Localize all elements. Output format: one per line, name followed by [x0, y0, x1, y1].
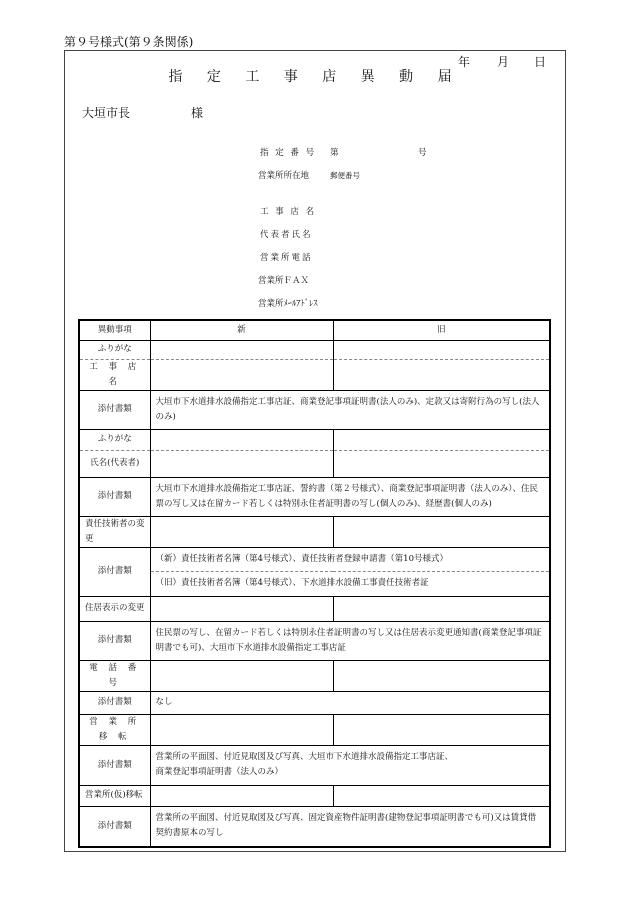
row-label-attachments: 添付書類 — [79, 477, 150, 516]
row-label-attachments: 添付書類 — [79, 806, 150, 847]
table-row — [79, 691, 550, 714]
attachments-office-move — [150, 745, 550, 785]
table-row — [79, 450, 550, 477]
attachments-engineer-old: （旧）責任技術者名簿（第4号様式）、下水道排水設備工事責任技術者証 — [150, 571, 550, 596]
row-label-furigana: ふりがな — [79, 340, 150, 359]
addressee: 大垣市長 — [82, 106, 131, 120]
honorific: 様 — [191, 106, 204, 120]
table-row — [79, 621, 550, 660]
date-year: 年 — [458, 55, 471, 69]
cell-new[interactable] — [150, 714, 333, 745]
cell-new[interactable] — [150, 516, 333, 547]
row-label-residence-change: 住居表示の変更 — [79, 596, 150, 621]
change-items-table — [78, 319, 551, 848]
form-number-label: 第９号様式(第９条関係) — [64, 35, 194, 49]
cell-new[interactable] — [150, 359, 333, 390]
attachments-residence: 住民票の写し、在留カード若しくは特別永住者証明書の写し又は住居表示変更通知書(商業登記事項証明書でも可)、大垣市下水道排水設備指定工事店証 — [150, 621, 550, 660]
row-label-attachments: 添付書類 — [79, 745, 150, 785]
table-row — [79, 477, 550, 516]
table-row — [79, 340, 550, 359]
office-email-label: 営業所ﾒｰﾙｱﾄﾞﾚｽ — [258, 299, 318, 309]
table-header-row — [79, 320, 550, 340]
row-label-attachments: 添付書類 — [79, 691, 150, 714]
table-row — [79, 596, 550, 621]
cell-new[interactable] — [150, 450, 333, 477]
date-month: 月 — [497, 55, 510, 69]
office-fax-label: 営業所ＦＡＸ — [258, 276, 310, 286]
row-label-phone-number: 電 話 番 号 — [79, 660, 150, 691]
cell-new[interactable] — [150, 340, 333, 359]
row-label-attachments: 添付書類 — [79, 547, 150, 596]
attachments-office-move-line1: 営業所の平面図、付近見取図及び写真、大垣市下水道排水設備指定工事店証、 — [155, 752, 454, 762]
row-label-engineer-change: 責任技術者の変更 — [79, 516, 150, 547]
header-old: 旧 — [333, 320, 550, 340]
table-row — [79, 806, 550, 847]
cell-new[interactable] — [150, 785, 333, 806]
table-row — [79, 745, 550, 785]
cell-old[interactable] — [333, 714, 550, 745]
table-row — [79, 571, 550, 596]
attachments-engineer-new: （新）責任技術者名簿（第4号様式）、責任技術者登録申請書（第10号様式） — [150, 547, 550, 571]
table-row — [79, 429, 550, 450]
attachments-office-move-line2: 商業登記事項証明書（法人のみ） — [155, 767, 284, 777]
cell-new[interactable] — [150, 660, 333, 691]
office-phone-label: 営業所電話 — [260, 253, 313, 263]
attachments-phone: なし — [150, 691, 550, 714]
document-title: 指 定 工 事 店 異 動 届 — [168, 69, 462, 85]
row-label-attachments: 添付書類 — [79, 390, 150, 429]
table-row — [79, 714, 550, 745]
cell-old[interactable] — [333, 450, 550, 477]
table-row — [79, 516, 550, 547]
date-day: 日 — [534, 55, 547, 69]
cell-new[interactable] — [150, 596, 333, 621]
cell-old[interactable] — [333, 660, 550, 691]
table-row — [79, 390, 550, 429]
table-row — [79, 785, 550, 806]
table-row — [79, 359, 550, 390]
company-name-label: 工 事 店 名 — [260, 207, 317, 217]
cell-old[interactable] — [333, 359, 550, 390]
cell-old[interactable] — [333, 785, 550, 806]
designation-suffix: 号 — [418, 148, 427, 158]
cell-new[interactable] — [150, 429, 333, 450]
table-row — [79, 660, 550, 691]
table-row — [79, 547, 550, 571]
cell-old[interactable] — [333, 516, 550, 547]
row-label-office-move: 営 業 所 移 転 — [79, 714, 150, 745]
office-address-label: 営業所所在地 — [258, 171, 310, 181]
designation-prefix: 第 — [330, 148, 339, 158]
designation-number-label: 指 定 番 号 — [260, 148, 317, 158]
row-label-temporary-move: 営業所(仮)移転 — [79, 785, 150, 806]
cell-old[interactable] — [333, 340, 550, 359]
header-item: 異動事項 — [79, 320, 150, 340]
cell-old[interactable] — [333, 596, 550, 621]
representative-label: 代表者氏名 — [260, 230, 313, 240]
row-label-representative: 氏名(代表者) — [79, 450, 150, 477]
row-label-company-name: 工 事 店 名 — [79, 359, 150, 390]
attachments-representative: 大垣市下水道排水設備指定工事店証、誓約書（第２号様式）、商業登記事項証明書（法人のみ）、住民票の写し又は在留カード若しくは特別永住者証明書の写し(個人のみ)、経歴書(個人のみ) — [150, 477, 550, 516]
cell-old[interactable] — [333, 429, 550, 450]
row-label-furigana: ふりがな — [79, 429, 150, 450]
attachments-temporary-move: 営業所の平面図、付近見取図及び写真、固定資産物件証明書(建物登記事項証明書でも可)又は賃貸借契約書原本の写し — [150, 806, 550, 847]
postal-code-label: 郵便番号 — [330, 171, 360, 180]
header-new: 新 — [150, 320, 333, 340]
row-label-attachments: 添付書類 — [79, 621, 150, 660]
attachments-company: 大垣市下水道排水設備指定工事店証、商業登記事項証明書(法人のみ)、定款又は寄附行為の写し(法人のみ) — [150, 390, 550, 429]
